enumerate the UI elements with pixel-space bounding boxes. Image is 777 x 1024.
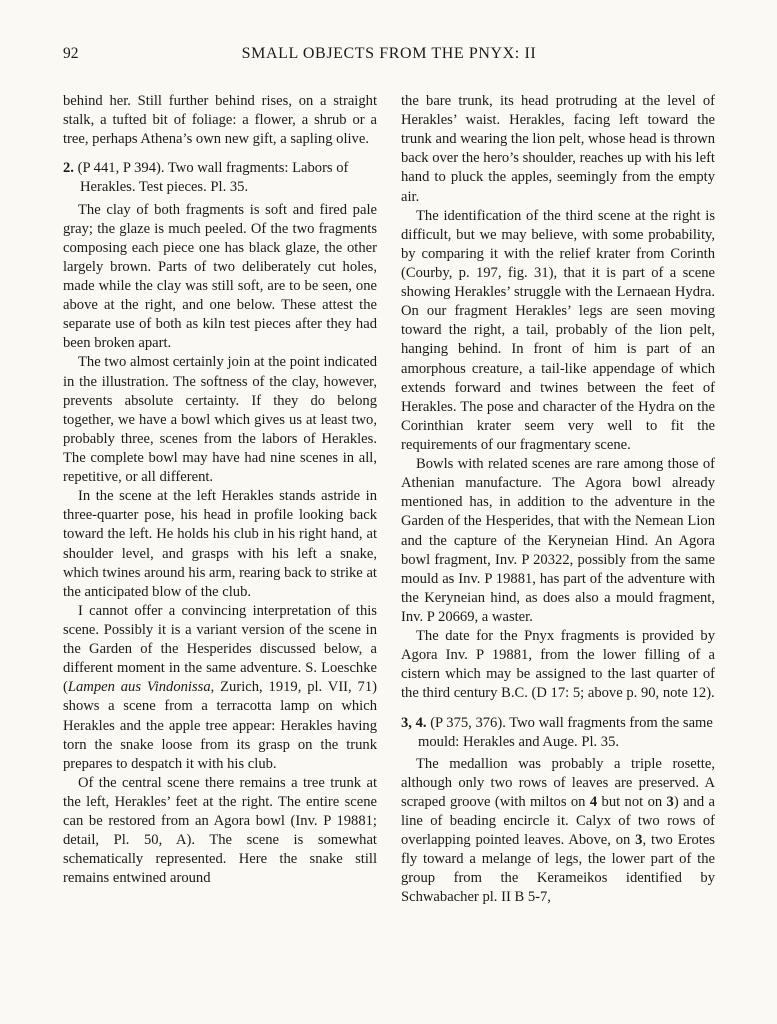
entry-number: 2.	[63, 160, 74, 177]
paragraph-text: The medallion was probably a triple rosette, although only two rows of leaves are preserved. A scraped groove (with miltos on	[401, 755, 715, 810]
entry-heading-2	[63, 159, 377, 197]
paragraph: The clay of both fragments is soft and fired pale gray; the glaze is much peeled. Of the two fragments composing each piece one has black glaze, the other largely brown. Parts of two deliberately cut holes, made while the clay was still soft, are to be seen, one above at the right, and one below. These attest the separate use of both as kiln test pieces after they had been broken apart.	[63, 201, 377, 352]
catalogue-number-ref: 3	[635, 832, 643, 849]
book-title: Lampen aus Vindonissa	[67, 679, 211, 696]
entry-number: 3, 4.	[401, 714, 427, 731]
paragraph: In the scene at the left Herakles stands astride in three-quarter pose, his head in profile looking back toward the left. He holds his club in his right hand, at shoulder level, and grasps with his left a snake, which twines around his arm, rearing back to strike at the anticipated blow of the club.	[63, 488, 377, 600]
paragraph-continuation: behind her. Still further behind rises, on a straight stalk, a tufted bit of foliage: a flower, a shrub or a tree, perhaps Athena’s own new gift, a sapling olive.	[63, 93, 377, 148]
entry-heading-3-4	[401, 714, 715, 752]
entry-title: (P 375, 376). Two wall fragments from the same mould: Herakles and Auge. Pl. 35.	[418, 714, 713, 750]
catalogue-number-ref: 4	[589, 793, 598, 810]
entry-title: (P 441, P 394). Two wall fragments: Labors of Herakles. Test pieces. Pl. 35.	[73, 160, 349, 196]
page-header	[63, 45, 715, 65]
paragraph: Bowls with related scenes are rare among those of Athenian manufacture. The Agora bowl already mentioned has, in addition to the adventure in the Garden of the Hesperides, that with the Nemean Lion and the capture of the Keryneian Hind. An Agora bowl fragment, Inv. P 20322, possibly from the same mould as Inv. P 19881, has part of the adventure with the Keryneian hind, as does also a mould fragment, Inv. P 20669, a waster.	[401, 456, 715, 625]
running-header: SMALL OBJECTS FROM THE PNYX: II	[241, 45, 537, 62]
paragraph: Of the central scene there remains a tree trunk at the left, Herakles’ feet at the right. The entire scene can be restored from an Agora bowl (Inv. P 19881; detail, Pl. 50, A). The scene is somewhat schematically represented. Here the snake still remains entwined around	[63, 774, 377, 887]
page-number: 92	[63, 45, 79, 62]
left-column	[63, 92, 377, 908]
right-column	[401, 92, 715, 908]
paragraph-text: I cannot offer a convincing interpretation of this scene. Possibly it is a variant version of the scene in the Garden of the Hesperides discussed below, a different moment in the same adventure. S. Loeschke (	[63, 602, 377, 696]
paragraph	[63, 602, 377, 774]
paragraph: The two almost certainly join at the point indicated in the illustration. The softness of the clay, however, prevents absolute certainty. If they do belong together, we have a bowl which gives us at least two, probably three, scenes from the labors of Herakles. The complete bowl may have had nine scenes in all, repetitive, or all different.	[63, 354, 377, 486]
paragraph: The identification of the third scene at the right is difficult, but we may believe, with some probability, by comparing it with the relief krater from Corinth (Courby, p. 197, fig. 31), that it is part of a scene showing Herakles’ struggle with the Lernaean Hydra. On our fragment Herakles’ legs are seen moving toward the right, a tail, probably of the lion pelt, hanging behind. In front of him is part of an amorphous creature, a tail-like appendage of which extends forward and twines between the feet of Herakles. The pose and character of the Hydra on the Corinthian krater seem very well to fit the requirements of our fragmentary scene.	[401, 207, 715, 453]
catalogue-number-ref: 3	[666, 793, 674, 810]
paragraph-text: , Zurich, 1919, pl. VII, 71) shows a scene from a terracotta lamp on which Herakles and the apple tree appear: Herakles having torn the snake loose from its grasp on the trunk prepares to despatch it with his club.	[63, 679, 377, 772]
paragraph-text: , two Erotes fly toward a melange of legs, the lower part of the group from the Kerameikos identified by Schwabacher pl. II B 5-7,	[401, 832, 715, 906]
paragraph-text: but not on	[597, 793, 667, 810]
paragraph	[401, 755, 715, 908]
paragraph: The date for the Pnyx fragments is provided by Agora Inv. P 19881, from the lower filling of a cistern which may be assigned to the last quarter of the third century B.C. (D 17: 5; above p. 90, note 12).	[401, 628, 715, 702]
paragraph-text: ) and a line of beading encircle it. Calyx of two rows of overlapping pointed leaves. Above, on	[401, 793, 715, 849]
text-columns	[63, 92, 715, 908]
paragraph-continuation: the bare trunk, its head protruding at the level of Herakles’ waist. Herakles, facing left toward the trunk and wearing the lion pelt, whose head is thrown back over the hero’s shoulder, reaches up with his left hand to pluck the apples, seemingly from the empty air.	[401, 93, 715, 205]
